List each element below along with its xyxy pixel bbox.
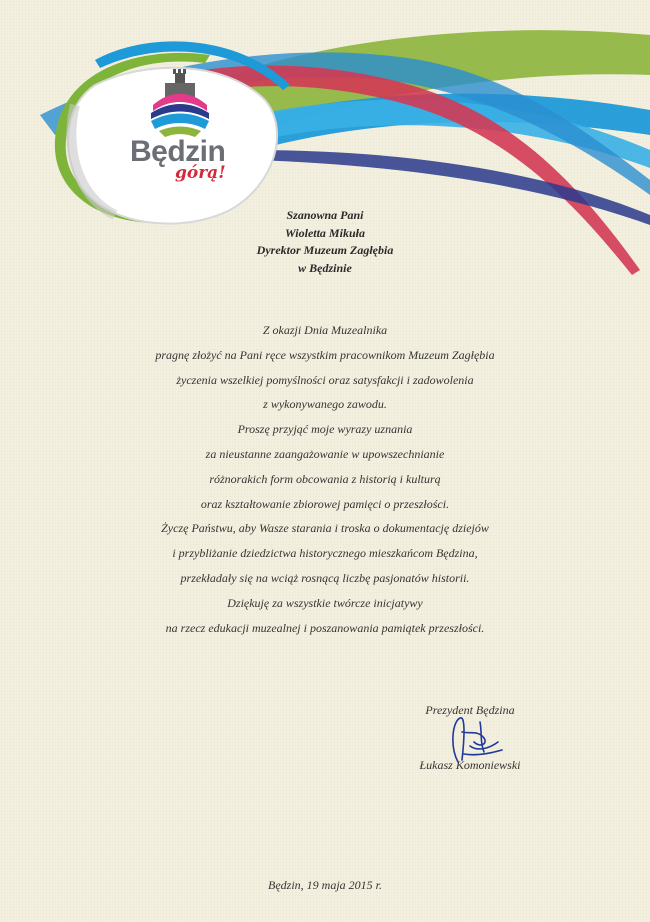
- body-line: oraz kształtowanie zbiorowej pamięci o przeszłości.: [200, 496, 450, 511]
- place-and-date: Będzin, 19 maja 2015 r.: [268, 878, 382, 892]
- body-line: za nieustanne zaangażowanie w upowszechnianie: [205, 446, 445, 461]
- body-line: Dziękuję za wszystkie twórcze inicjatywy: [227, 595, 423, 610]
- letter-body: [75, 318, 575, 640]
- logo-slogan: górą!: [175, 163, 226, 183]
- address-block: [200, 207, 450, 277]
- body-line: Z okazji Dnia Muzealnika: [262, 323, 388, 337]
- body-line: Proszę przyjąć moje wyrazy uznania: [237, 422, 413, 437]
- logo-city-name: Będzin: [130, 135, 226, 168]
- body-line: przekładały się na wciąż rosnącą liczbę pasjonatów historii.: [180, 570, 470, 585]
- body-line: z wykonywanego zawodu.: [263, 397, 387, 412]
- body-line: na rzecz edukacji muzealnej i poszanowania pamiątek przeszłości.: [165, 620, 485, 635]
- address-line: w Będzinie: [298, 260, 352, 275]
- body-line: pragnę złożyć na Pani ręce wszystkim pracownikom Muzeum Zagłębia: [155, 347, 495, 362]
- address-line: Szanowna Pani: [286, 208, 364, 222]
- signature-block: [395, 703, 545, 773]
- bedzin-castle-logo-icon: [145, 65, 215, 140]
- body-line: różnorakich form obcowania z historią i kulturą: [209, 471, 441, 486]
- address-line: Dyrektor Muzeum Zagłębia: [256, 243, 394, 257]
- body-line: życzenia wszelkiej pomyślności oraz satysfakcji i zadowolenia: [176, 372, 474, 387]
- body-line: Życzę Państwu, aby Wasze starania i troska o dokumentację dziejów: [161, 521, 489, 536]
- body-line: i przybliżanie dziedzictwa historycznego mieszkańcom Będzina,: [172, 546, 478, 561]
- signature-title: Prezydent Będzina: [425, 703, 515, 717]
- signature-name: Łukasz Komoniewski: [419, 758, 521, 772]
- address-line: Wioletta Mikuła: [285, 225, 365, 240]
